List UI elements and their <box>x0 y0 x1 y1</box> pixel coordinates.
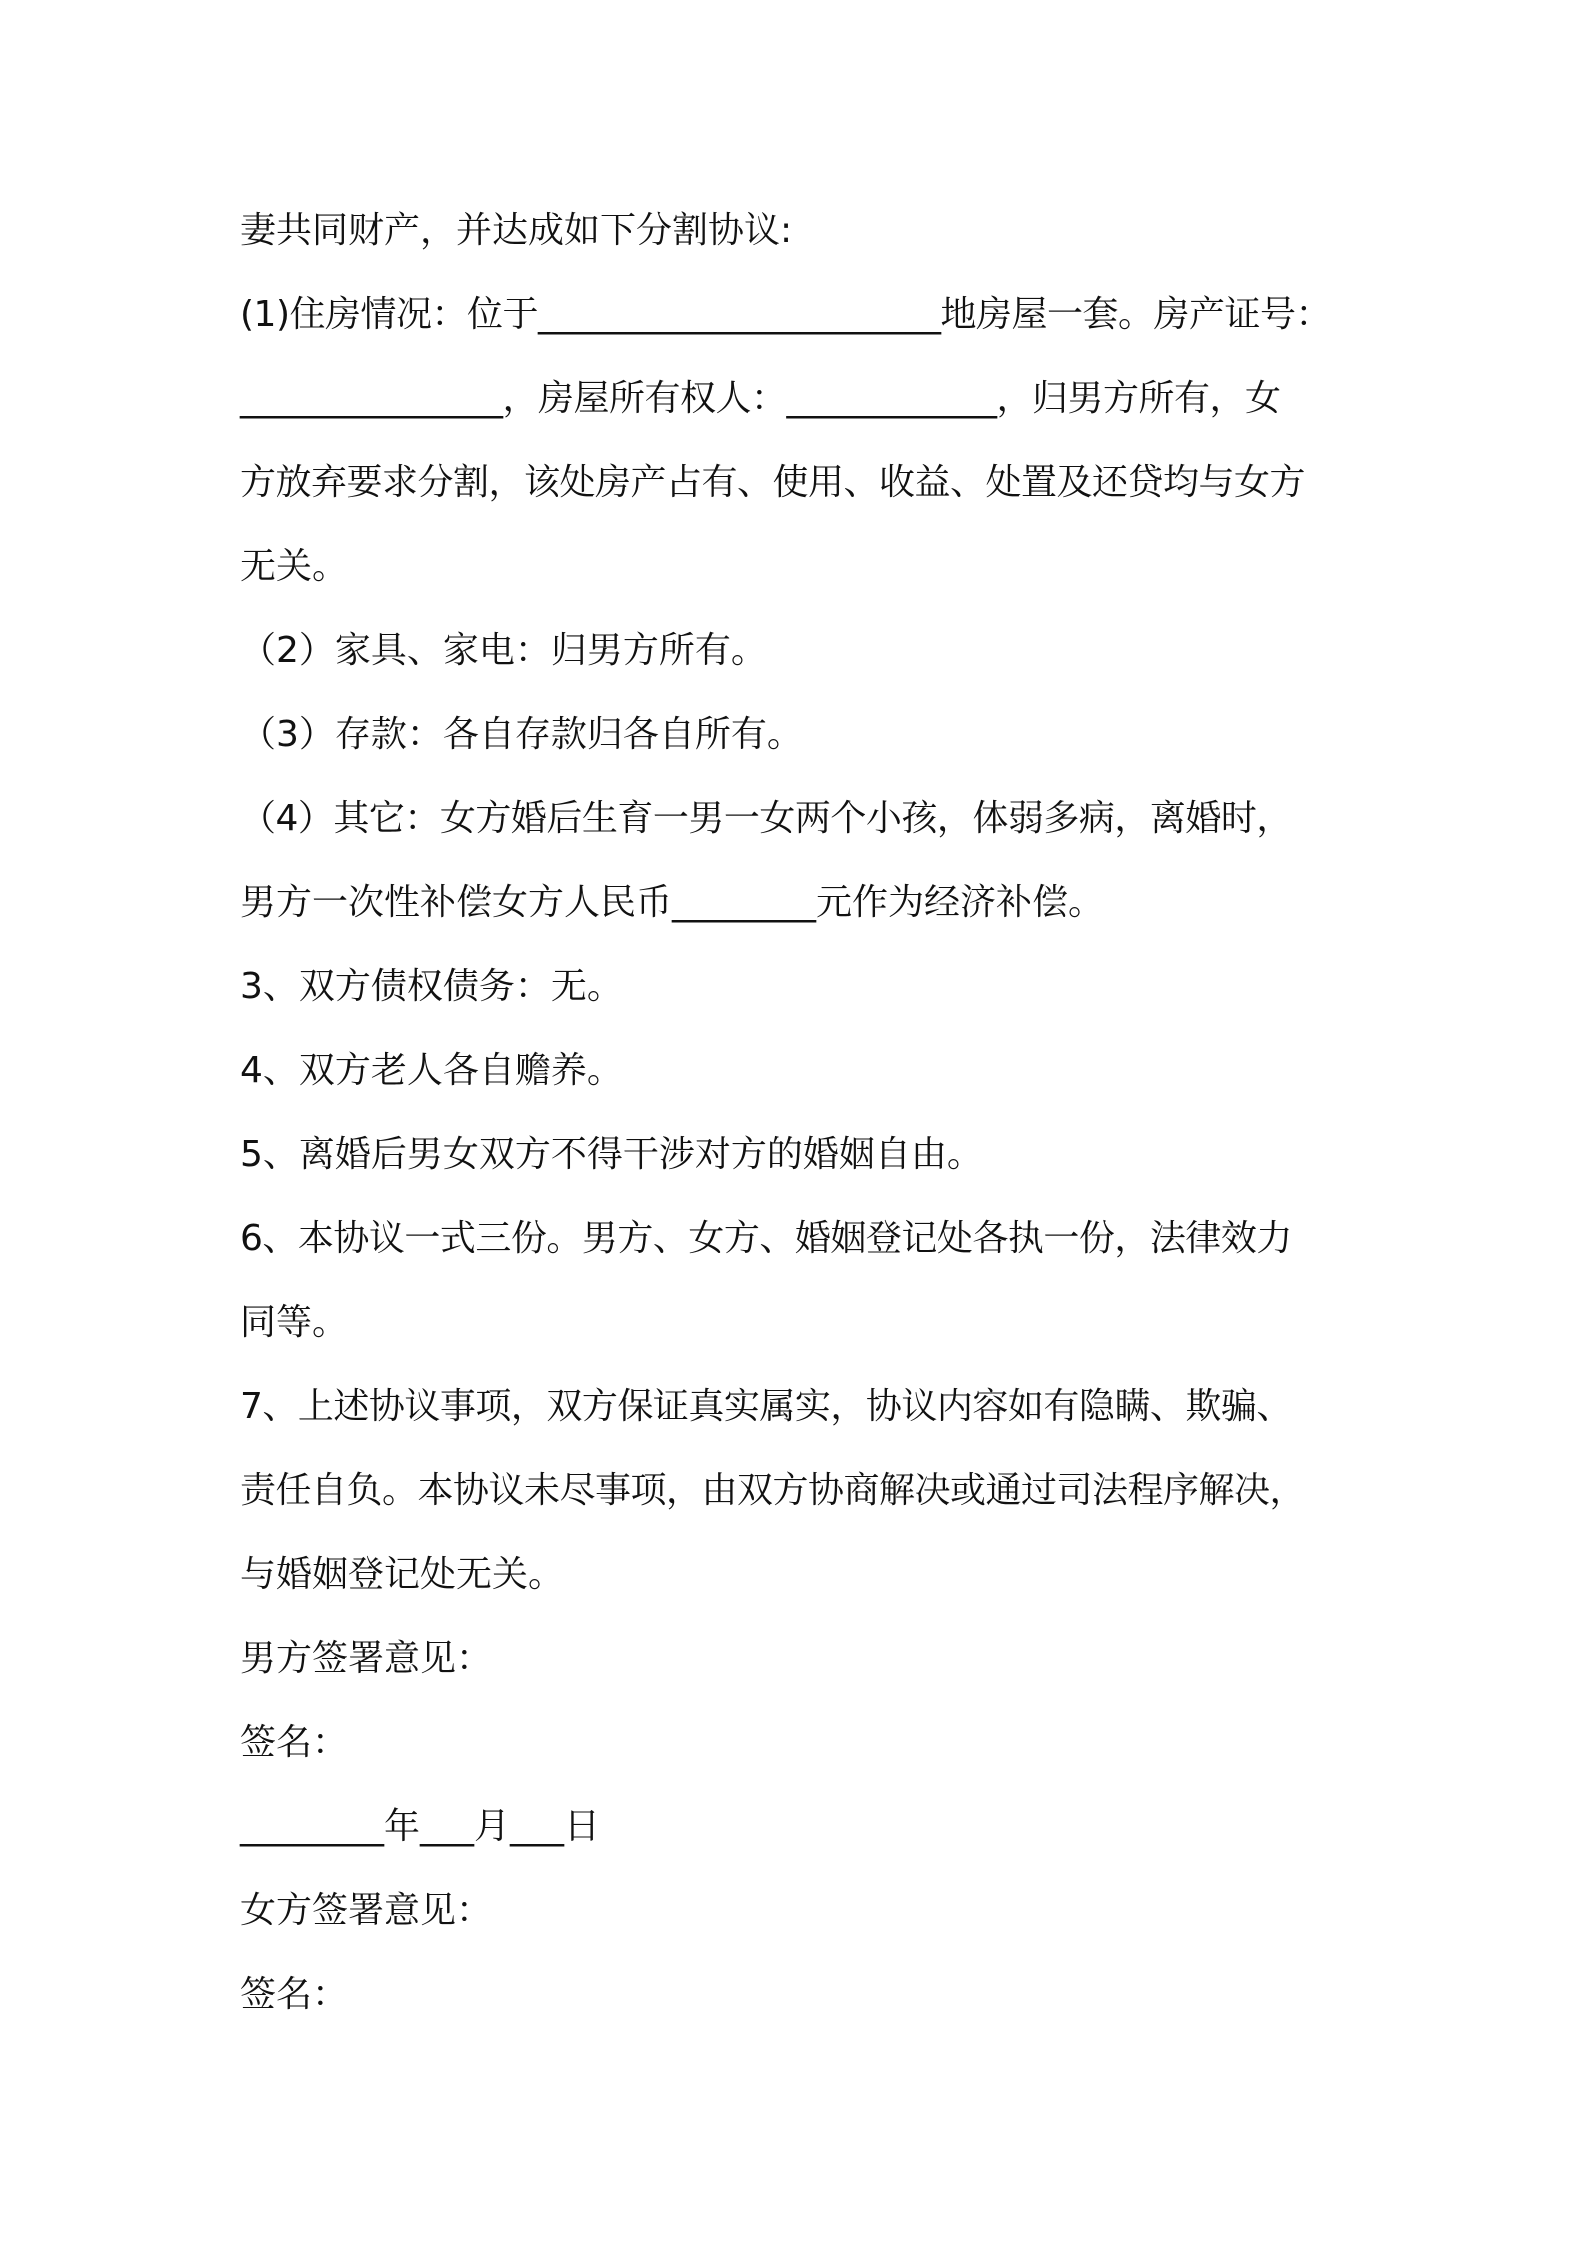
text-line-equal-effect: 同等。 <box>240 1302 349 1343</box>
text-line-savings: （3）存款：各自存款归各自所有。 <box>240 714 803 755</box>
text-line-debts: 3、双方债权债务：无。 <box>240 966 623 1007</box>
text-line-housing: (1)住房情况：位于_______________________地房屋一套。房产证号： <box>240 294 1331 335</box>
text-line-owner: _______________，房屋所有权人：____________，归男方所有，女 <box>240 378 1281 419</box>
text-line-furniture: （2）家具、家电：归男方所有。 <box>240 630 767 671</box>
male-signature-name: 签名： <box>240 1722 349 1763</box>
female-signature-name: 签名： <box>240 1974 349 2015</box>
text-line-unrelated: 无关。 <box>240 546 349 587</box>
female-signature-label: 女方签署意见： <box>240 1890 493 1931</box>
text-line-other: （4）其它：女方婚后生育一男一女两个小孩，体弱多病，离婚时， <box>240 798 1292 839</box>
text-line-guarantee: 7、上述协议事项，双方保证真实属实，协议内容如有隐瞒、欺骗、 <box>240 1386 1292 1427</box>
text-line-elders: 4、双方老人各自赡养。 <box>240 1050 623 1091</box>
male-signature-label: 男方签署意见： <box>240 1638 493 1679</box>
text-line-freedom: 5、离婚后男女双方不得干涉对方的婚姻自由。 <box>240 1134 983 1175</box>
agreement-body <box>240 203 1350 2051</box>
text-line-compensation: 男方一次性补偿女方人民币________元作为经济补偿。 <box>240 882 1105 923</box>
text-line-registry: 与婚姻登记处无关。 <box>240 1554 565 1595</box>
text-line-waiver: 方放弃要求分割，该处房产占有、使用、收益、处置及还贷均与女方 <box>240 462 1306 503</box>
signature-date: ________年___月___日 <box>240 1806 600 1847</box>
text-line-responsibility: 责任自负。本协议未尽事项，由双方协商解决或通过司法程序解决， <box>240 1470 1306 1511</box>
text-line-copies: 6、本协议一式三份。男方、女方、婚姻登记处各执一份，法律效力 <box>240 1218 1292 1259</box>
text-line-property-intro: 妻共同财产，并达成如下分割协议: <box>240 210 793 251</box>
